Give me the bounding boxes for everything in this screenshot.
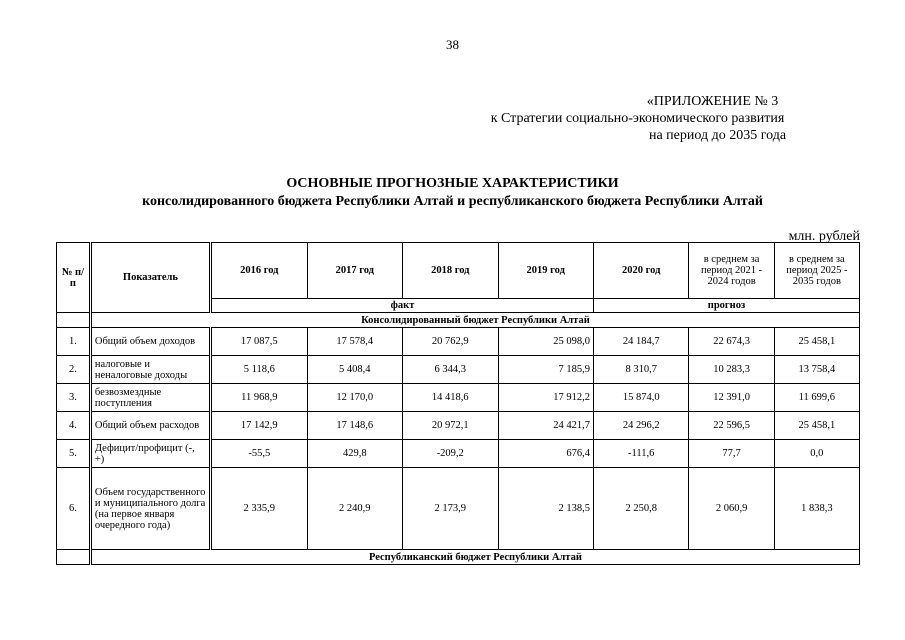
cell-value: 0,0 [774,440,859,468]
section-consolidated: Консолидированный бюджет Республики Алтай [90,313,859,328]
row-name: налоговые и неналоговые доходы [90,356,210,384]
cell-value: 25 458,1 [774,328,859,356]
cell-value: -111,6 [593,440,688,468]
cell-value: 2 250,8 [593,468,688,550]
cell-value: 24 421,7 [498,412,593,440]
row-num: 4. [57,412,91,440]
table-row [57,412,860,440]
cell-value: 24 296,2 [593,412,688,440]
header-year-2018: 2018 год [403,243,498,299]
header-year-2016: 2016 год [211,243,308,299]
table-row [57,356,860,384]
header-num: № п/п [57,243,91,313]
header-indicator: Показатель [90,243,210,313]
cell-value: 12 170,0 [307,384,402,412]
section-republican: Республиканский бюджет Республики Алтай [90,550,859,565]
cell-value: 13 758,4 [774,356,859,384]
cell-value: 17 142,9 [211,412,308,440]
appendix-subtitle: к Стратегии социально-экономического развития [490,111,785,126]
row-name: Общий объем доходов [90,328,210,356]
header-forecast: прогноз [593,299,859,313]
row-num: 2. [57,356,91,384]
cell-value: 429,8 [307,440,402,468]
table-row [57,440,860,468]
cell-value: 14 418,6 [403,384,498,412]
cell-value: 10 283,3 [689,356,774,384]
cell-value: 2 173,9 [403,468,498,550]
cell-value: 5 408,4 [307,356,402,384]
row-num: 5. [57,440,91,468]
cell-value: 676,4 [498,440,593,468]
cell-value: 25 098,0 [498,328,593,356]
cell-value: 12 391,0 [689,384,774,412]
cell-value: 2 060,9 [689,468,774,550]
header-row [57,243,860,299]
header-year-2020: 2020 год [593,243,688,299]
title-main: ОСНОВНЫЕ ПРОГНОЗНЫЕ ХАРАКТЕРИСТИКИ [286,176,619,191]
cell-value: 11 968,9 [211,384,308,412]
cell-value: 25 458,1 [774,412,859,440]
document-title [0,175,905,211]
cell-value: 5 118,6 [211,356,308,384]
cell-value: 1 838,3 [774,468,859,550]
table-row [57,384,860,412]
cell-value: 2 335,9 [211,468,308,550]
budget-table [56,242,860,565]
cell-value: 8 310,7 [593,356,688,384]
cell-value: 22 596,5 [689,412,774,440]
header-year-2017: 2017 год [307,243,402,299]
section-spacer [57,550,91,565]
row-name: безвозмездные поступления [90,384,210,412]
cell-value: 24 184,7 [593,328,688,356]
cell-value: 2 138,5 [498,468,593,550]
table-row [57,468,860,550]
table-row [57,328,860,356]
cell-value: 77,7 [689,440,774,468]
header-avg-2021-2024: в среднем за период 2021 - 2024 годов [689,243,774,299]
cell-value: 22 674,3 [689,328,774,356]
cell-value: -209,2 [403,440,498,468]
row-num: 6. [57,468,91,550]
cell-value: 20 972,1 [403,412,498,440]
cell-value: -55,5 [211,440,308,468]
cell-value: 6 344,3 [403,356,498,384]
header-year-2019: 2019 год [498,243,593,299]
header-fact: факт [211,299,594,313]
header-avg-2025-2035: в среднем за период 2025 - 2035 годов [774,243,859,299]
cell-value: 11 699,6 [774,384,859,412]
title-sub: консолидированного бюджета Республики Алтай и республиканского бюджета Республики Алтай [142,194,763,209]
cell-value: 17 578,4 [307,328,402,356]
appendix-period: на период до 2035 года [648,128,787,143]
cell-value: 17 148,6 [307,412,402,440]
cell-value: 2 240,9 [307,468,402,550]
cell-value: 15 874,0 [593,384,688,412]
cell-value: 7 185,9 [498,356,593,384]
row-name: Объем государственного и муниципального долга (на первое января очередного года) [90,468,210,550]
row-name: Общий объем расходов [90,412,210,440]
row-num: 3. [57,384,91,412]
section-row [57,550,860,565]
cell-value: 17 912,2 [498,384,593,412]
cell-value: 20 762,9 [403,328,498,356]
row-num: 1. [57,328,91,356]
appendix-note [440,93,835,144]
section-spacer [57,313,91,328]
cell-value: 17 087,5 [211,328,308,356]
page-number: 38 [446,37,459,52]
section-row [57,313,860,328]
row-name: Дефицит/профицит (-, +) [90,440,210,468]
appendix-title: «ПРИЛОЖЕНИЕ № 3 [646,94,779,109]
units-label: млн. рублей [788,229,860,244]
